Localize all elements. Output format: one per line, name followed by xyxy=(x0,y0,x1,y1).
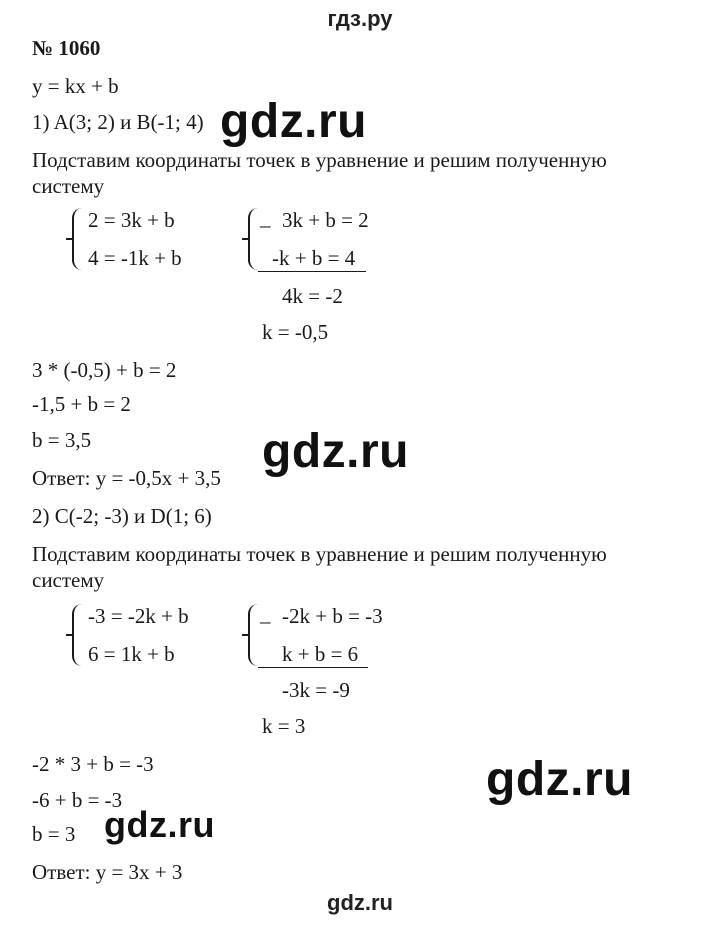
part2-minus-sign: _ xyxy=(260,602,271,626)
part1-answer: Ответ: y = -0,5x + 3,5 xyxy=(32,466,221,490)
part1-left-brace-tip xyxy=(66,238,72,240)
part1-result1: 4k = -2 xyxy=(282,284,343,308)
part1-minus-sign: _ xyxy=(260,206,271,230)
part1-step3: b = 3,5 xyxy=(32,428,92,452)
site-header: гдз.ру xyxy=(327,6,393,31)
part2-left-eq1: -3 = -2k + b xyxy=(88,604,189,628)
part2-right-eq1: -2k + b = -3 xyxy=(282,604,383,628)
part2-left-eq2: 6 = 1k + b xyxy=(88,642,175,666)
part1-right-brace-tip xyxy=(242,238,248,240)
part2-intro-line1: Подставим координаты точек в уравнение и решим полученную xyxy=(32,542,607,566)
part1-subtraction-line xyxy=(258,271,366,272)
part2-right-brace-tip xyxy=(242,634,248,636)
part2-right-eq2: k + b = 6 xyxy=(282,642,359,666)
part1-left-eq1: 2 = 3k + b xyxy=(88,208,175,232)
site-footer: gdz.ru xyxy=(327,890,393,915)
part2-result1: -3k = -9 xyxy=(282,678,350,702)
part2-step3: b = 3 xyxy=(32,822,76,846)
part2-result2: k = 3 xyxy=(262,714,306,738)
watermark-3: gdz.ru xyxy=(486,753,633,806)
part2-intro-line2: систему xyxy=(32,568,105,592)
part2-left-brace xyxy=(72,604,88,666)
problem-number: № 1060 xyxy=(32,36,101,60)
part1-left-brace xyxy=(72,208,88,270)
part1-intro-line1: Подставим координаты точек в уравнение и решим полученную xyxy=(32,148,607,172)
part2-subtraction-line xyxy=(258,667,368,668)
part1-step2: -1,5 + b = 2 xyxy=(32,392,131,416)
part1-right-eq1: 3k + b = 2 xyxy=(282,208,369,232)
part1-left-eq2: 4 = -1k + b xyxy=(88,246,182,270)
watermark-2: gdz.ru xyxy=(262,425,409,478)
part1-result2: k = -0,5 xyxy=(262,320,329,344)
part2-heading: 2) C(-2; -3) и D(1; 6) xyxy=(32,504,212,528)
part1-step1: 3 * (-0,5) + b = 2 xyxy=(32,358,177,382)
part2-step2: -6 + b = -3 xyxy=(32,788,123,812)
general-formula: y = kx + b xyxy=(32,74,119,98)
part1-right-eq2: -k + b = 4 xyxy=(272,246,356,270)
part1-intro-line2: систему xyxy=(32,174,105,198)
part2-answer: Ответ: y = 3x + 3 xyxy=(32,860,183,884)
watermark-1: gdz.ru xyxy=(220,95,367,148)
part2-left-brace-tip xyxy=(66,634,72,636)
part2-step1: -2 * 3 + b = -3 xyxy=(32,752,154,776)
part1-heading: 1) A(3; 2) и B(-1; 4) xyxy=(32,110,204,134)
watermark-4: gdz.ru xyxy=(104,804,215,845)
